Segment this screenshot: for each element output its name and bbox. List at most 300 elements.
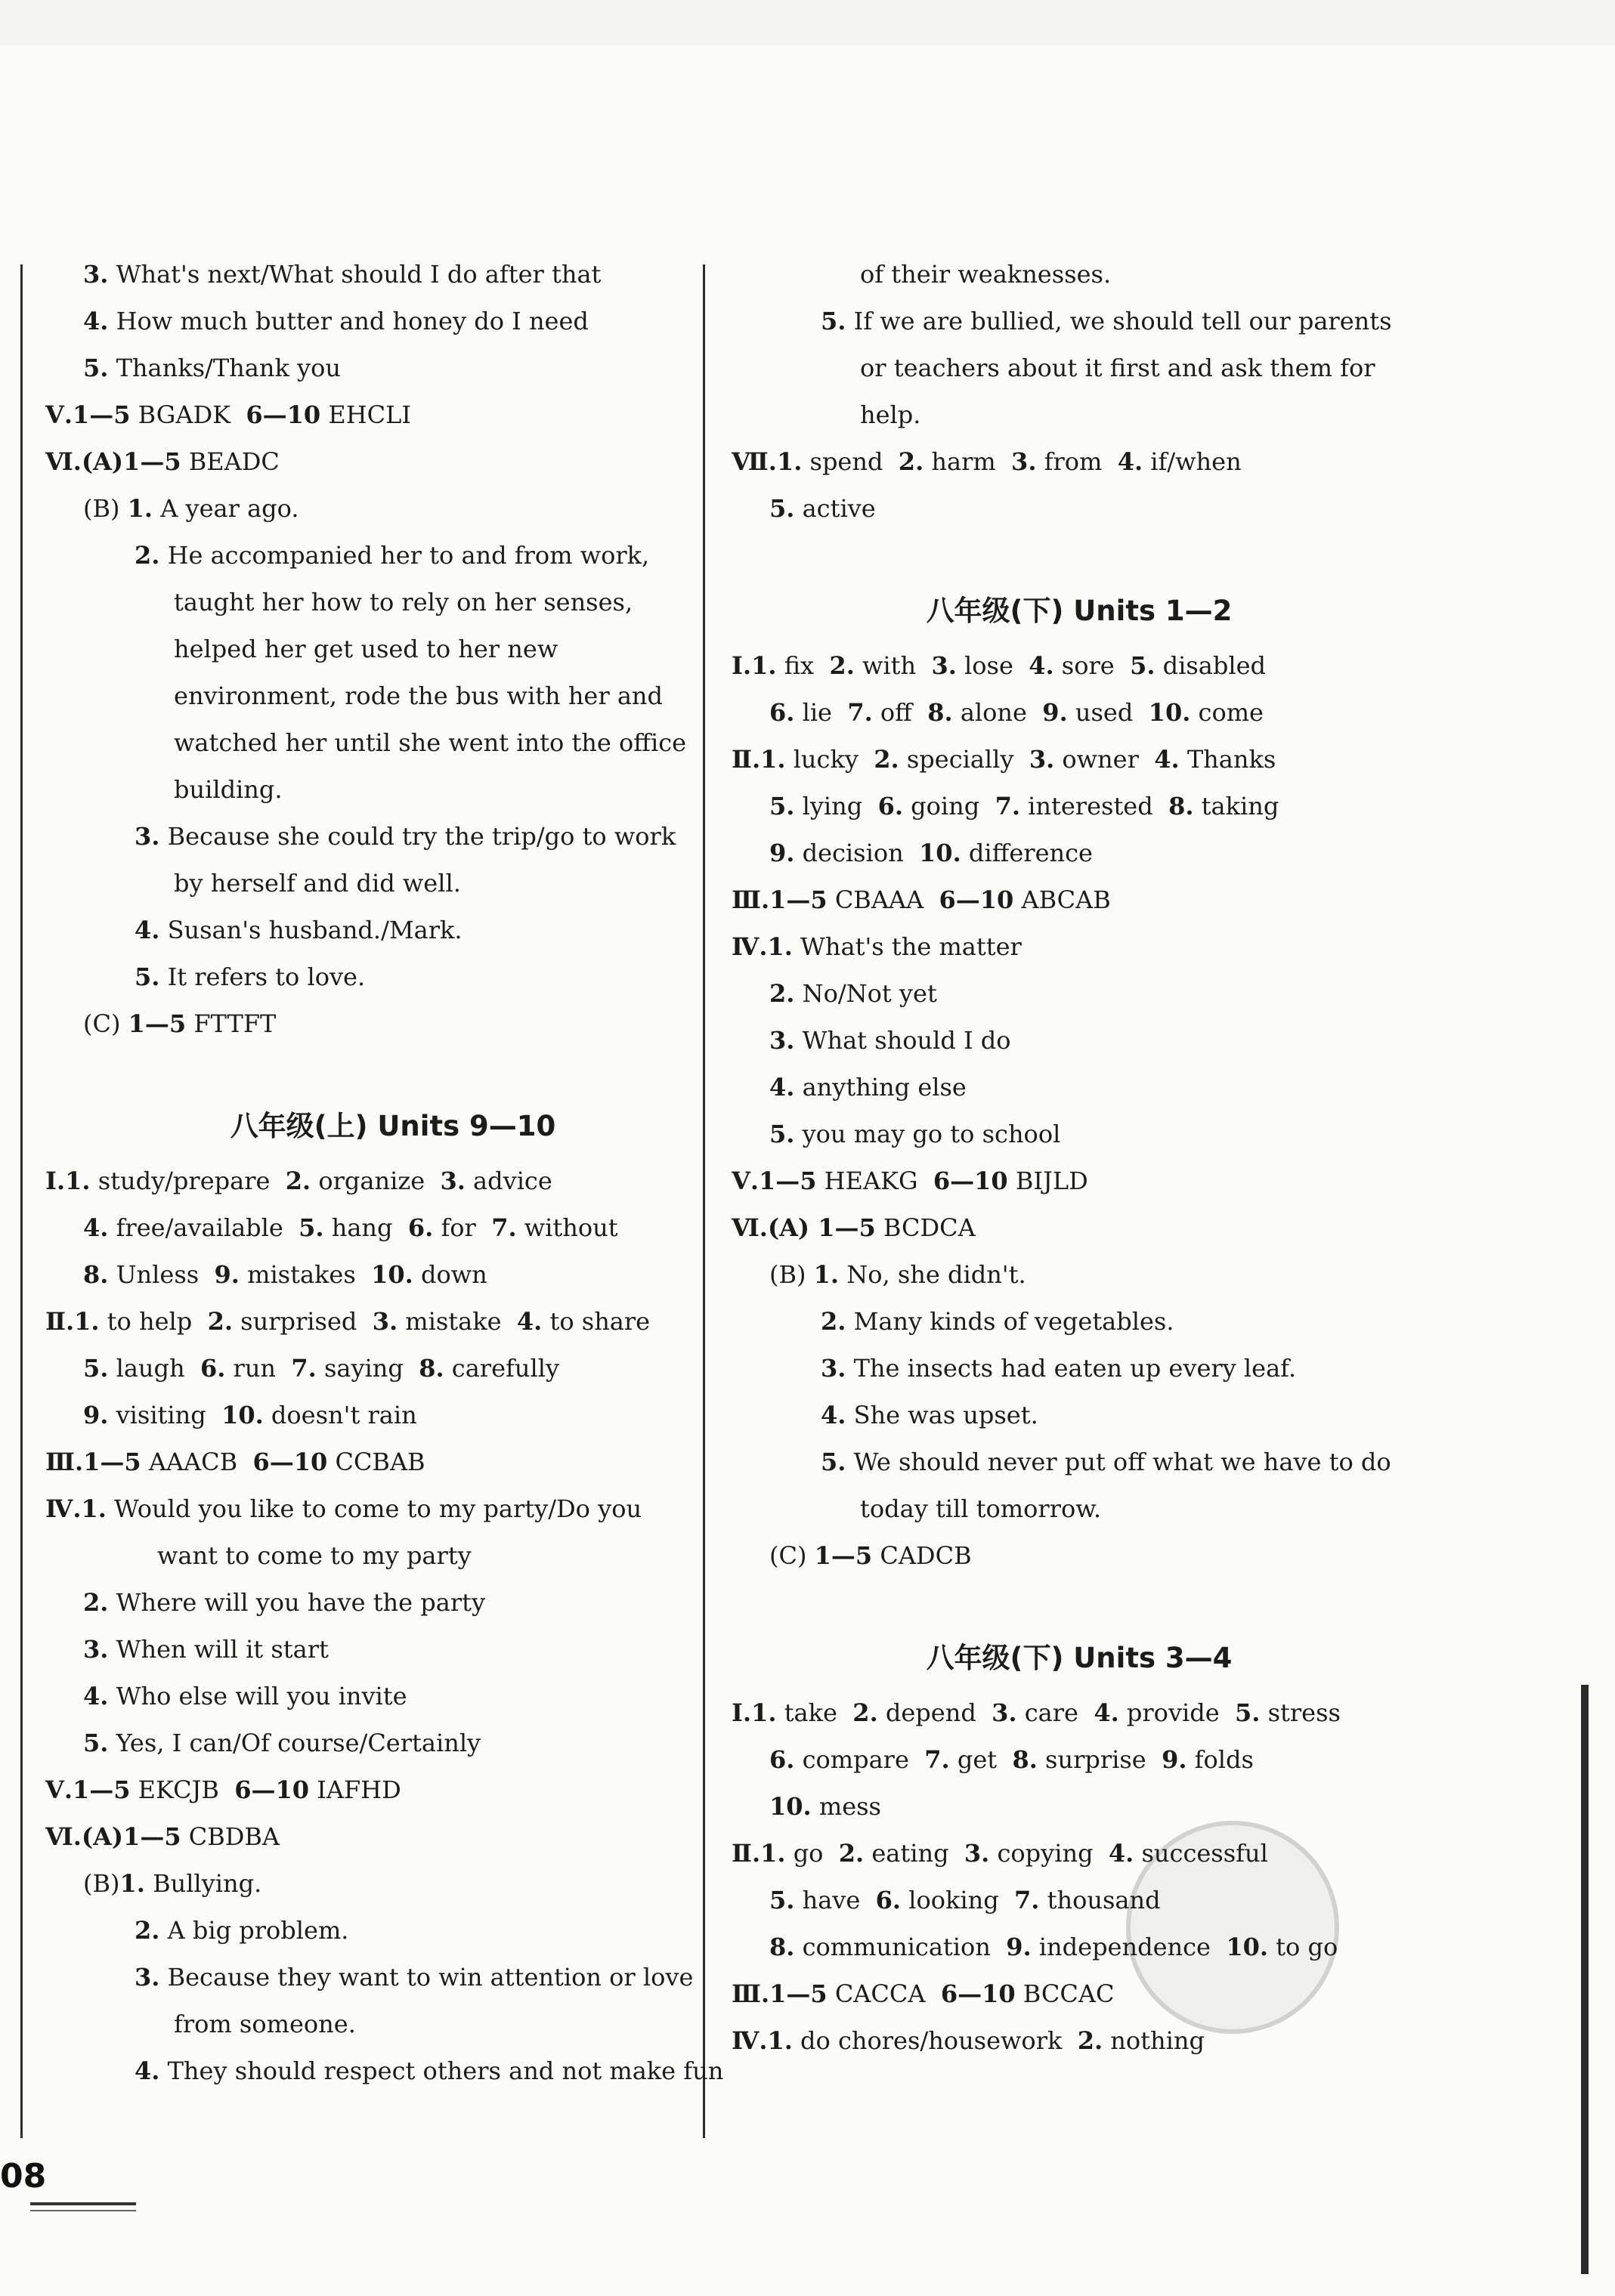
answer-text: No, she didn't. bbox=[839, 1260, 1026, 1289]
answer-text: communication bbox=[794, 1933, 1007, 1961]
answer-line bbox=[732, 1924, 1427, 1970]
answer-number: 1. bbox=[813, 1260, 840, 1289]
answer-text: Thanks/Thank you bbox=[108, 354, 341, 382]
answer-text: mistakes bbox=[239, 1260, 372, 1289]
answer-text: today till tomorrow. bbox=[860, 1494, 1102, 1523]
answer-text: folds bbox=[1186, 1745, 1254, 1774]
answer-number: 3. bbox=[83, 1635, 109, 1664]
answer-line bbox=[45, 251, 741, 298]
answer-text: if/when bbox=[1143, 447, 1242, 476]
answer-text: Thanks bbox=[1179, 745, 1276, 774]
answer-number: 3. bbox=[931, 651, 957, 680]
answer-text: owner bbox=[1054, 745, 1155, 774]
answer-text: by herself and did well. bbox=[174, 869, 461, 898]
answer-text: taking bbox=[1193, 792, 1279, 820]
answer-number: 4. bbox=[135, 916, 160, 944]
answer-number: 10. bbox=[919, 839, 961, 867]
answer-line bbox=[45, 719, 741, 766]
answer-text: Who else will you invite bbox=[108, 1682, 407, 1710]
answer-number: Ⅴ.1—5 bbox=[45, 1775, 131, 1804]
answer-line bbox=[732, 1783, 1427, 1830]
answer-text: get bbox=[949, 1745, 1013, 1774]
answer-text: without bbox=[516, 1213, 618, 1242]
answer-number: 3. bbox=[83, 260, 109, 289]
answer-line bbox=[45, 1392, 741, 1438]
answer-number: 3. bbox=[372, 1307, 398, 1336]
answer-text: No/Not yet bbox=[794, 979, 937, 1008]
answer-line bbox=[45, 1766, 741, 1813]
answer-number: 4. bbox=[83, 1213, 109, 1242]
answer-text: AAACB bbox=[141, 1448, 253, 1476]
answer-number: 6—10 bbox=[246, 400, 321, 429]
answer-number: 4. bbox=[821, 1401, 846, 1429]
answer-text: alone bbox=[952, 698, 1043, 727]
answer-number: 7. bbox=[847, 698, 873, 727]
answer-number: 3. bbox=[1029, 745, 1055, 774]
answer-number: Ⅰ.1. bbox=[732, 1698, 777, 1727]
answer-number: 3. bbox=[440, 1167, 466, 1195]
section-heading: 八年级(下) Units 1—2 bbox=[926, 595, 1233, 627]
answer-text: for bbox=[433, 1213, 492, 1242]
answer-number: 1—5 bbox=[814, 1541, 873, 1570]
answer-line bbox=[45, 1251, 741, 1298]
answer-number: 9. bbox=[83, 1401, 109, 1429]
answer-number: 6—10 bbox=[252, 1448, 328, 1476]
answer-number: Ⅴ.1—5 bbox=[732, 1167, 817, 1195]
answer-line bbox=[45, 766, 741, 813]
answer-number: Ⅲ.1—5 bbox=[45, 1448, 141, 1476]
answer-line bbox=[732, 876, 1427, 923]
answer-number: 2. bbox=[285, 1167, 311, 1195]
answer-number: 3. bbox=[964, 1839, 990, 1868]
left-margin-rule bbox=[20, 264, 23, 2138]
answer-text: anything else bbox=[794, 1073, 967, 1102]
answer-text: disabled bbox=[1155, 651, 1266, 680]
answer-number: 4. bbox=[1029, 651, 1054, 680]
answer-text: of their weaknesses. bbox=[860, 260, 1112, 289]
answer-number: 8. bbox=[927, 698, 953, 727]
answer-text: IAFHD bbox=[309, 1775, 401, 1804]
answer-number: 1. bbox=[127, 494, 153, 523]
answer-text: come bbox=[1190, 698, 1264, 727]
answer-number: 2. bbox=[135, 1916, 160, 1945]
answer-number: 9. bbox=[214, 1260, 240, 1289]
left-column bbox=[45, 251, 741, 2094]
answer-text: down bbox=[413, 1260, 487, 1289]
answer-line bbox=[732, 438, 1427, 485]
answer-text: study/prepare bbox=[90, 1167, 286, 1195]
answer-number: Ⅵ.(A) 1—5 bbox=[732, 1213, 876, 1242]
page-number-underline bbox=[30, 2202, 136, 2205]
answer-line bbox=[45, 532, 741, 579]
answer-text: CADCB bbox=[872, 1541, 972, 1570]
answer-line bbox=[732, 1251, 1427, 1298]
answer-text: nothing bbox=[1103, 2026, 1205, 2055]
right-column bbox=[732, 251, 1427, 2064]
answer-number: 5. bbox=[769, 494, 795, 523]
page-number: 08 bbox=[0, 2157, 47, 2196]
answer-text: If we are bullied, we should tell our parents bbox=[846, 307, 1392, 335]
answer-text: spend bbox=[802, 447, 899, 476]
page-top-margin bbox=[0, 0, 1615, 45]
answer-text: off bbox=[872, 698, 928, 727]
answer-line bbox=[45, 1000, 741, 1047]
answer-number: 6. bbox=[407, 1213, 434, 1242]
answer-text: He accompanied her to and from work, bbox=[159, 541, 650, 570]
answer-number: Ⅴ.1—5 bbox=[45, 400, 131, 429]
answer-number: 5. bbox=[83, 354, 109, 382]
answer-line bbox=[45, 672, 741, 719]
answer-number: 7. bbox=[491, 1213, 517, 1242]
answer-number: 6. bbox=[769, 698, 795, 727]
answer-number: 4. bbox=[1154, 745, 1180, 774]
answer-number: Ⅰ.1. bbox=[45, 1167, 91, 1195]
answer-text: What should I do bbox=[794, 1026, 1011, 1055]
answer-line bbox=[732, 298, 1427, 345]
answer-line bbox=[45, 438, 741, 485]
answer-text: We should never put off what we have to do bbox=[846, 1448, 1391, 1476]
answer-number: 2. bbox=[852, 1698, 878, 1727]
answer-line bbox=[45, 1907, 741, 1954]
answer-number: Ⅵ.(A)1—5 bbox=[45, 1822, 181, 1851]
answer-number: 2. bbox=[838, 1839, 865, 1868]
answer-text: care bbox=[1016, 1698, 1094, 1727]
answer-line bbox=[45, 1860, 741, 1907]
answer-line bbox=[732, 830, 1427, 876]
answer-line bbox=[45, 2001, 741, 2047]
answer-text: laugh bbox=[108, 1354, 200, 1383]
answer-text: visiting bbox=[108, 1401, 222, 1429]
answer-text: surprise bbox=[1037, 1745, 1162, 1774]
answer-text: (B) bbox=[769, 1260, 814, 1289]
answer-text: thousand bbox=[1039, 1886, 1161, 1914]
answer-text: What's the matter bbox=[792, 932, 1022, 961]
answer-number: Ⅳ.1. bbox=[45, 1494, 107, 1523]
answer-line bbox=[732, 1064, 1427, 1111]
answer-number: 5. bbox=[83, 1354, 109, 1383]
answer-number: 2. bbox=[1077, 2026, 1103, 2055]
answer-text: When will it start bbox=[108, 1635, 329, 1664]
answer-number: 3. bbox=[769, 1026, 795, 1055]
answer-line bbox=[45, 860, 741, 907]
answer-text: you may go to school bbox=[794, 1120, 1061, 1148]
answer-number: 4. bbox=[135, 2057, 160, 2085]
answer-number: 7. bbox=[995, 792, 1020, 820]
answer-text: provide bbox=[1118, 1698, 1236, 1727]
answer-text: to share bbox=[542, 1307, 651, 1336]
answer-text: lie bbox=[794, 698, 848, 727]
answer-line bbox=[45, 2047, 741, 2094]
answer-number: 9. bbox=[1162, 1745, 1187, 1774]
answer-text: mistake bbox=[398, 1307, 517, 1336]
answer-text: (B) bbox=[83, 494, 128, 523]
answer-line bbox=[732, 1689, 1427, 1736]
answer-text: independence bbox=[1031, 1933, 1227, 1961]
answer-text: to go bbox=[1268, 1933, 1338, 1961]
answer-line bbox=[732, 1830, 1427, 1877]
answer-number: 8. bbox=[419, 1354, 444, 1383]
answer-number: 5. bbox=[769, 792, 795, 820]
answer-number: 4. bbox=[769, 1073, 795, 1102]
answer-number: 9. bbox=[1006, 1933, 1032, 1961]
answer-line bbox=[732, 1111, 1427, 1157]
answer-text: BCDCA bbox=[875, 1213, 976, 1242]
answer-text: Many kinds of vegetables. bbox=[846, 1307, 1174, 1336]
answer-text: successful bbox=[1134, 1839, 1268, 1868]
answer-number: 6. bbox=[769, 1745, 795, 1774]
answer-text: organize bbox=[311, 1167, 441, 1195]
answer-text: to help bbox=[99, 1307, 208, 1336]
answer-line bbox=[45, 1204, 741, 1251]
answer-line bbox=[45, 345, 741, 391]
answer-line bbox=[732, 1204, 1427, 1251]
answer-number: 1. bbox=[119, 1869, 145, 1898]
answer-number: Ⅱ.1. bbox=[45, 1307, 100, 1336]
answer-text: sore bbox=[1053, 651, 1131, 680]
answer-number: 4. bbox=[1108, 1839, 1134, 1868]
answer-line bbox=[732, 251, 1427, 298]
answer-number: 10. bbox=[1226, 1933, 1268, 1961]
answer-line bbox=[45, 1485, 741, 1532]
answer-number: 10. bbox=[221, 1401, 264, 1429]
answer-number: 3. bbox=[1011, 447, 1037, 476]
answer-text: doesn't rain bbox=[263, 1401, 417, 1429]
answer-text: CACCA bbox=[827, 1979, 941, 2008]
answer-text: surprised bbox=[233, 1307, 373, 1336]
answer-text: compare bbox=[794, 1745, 925, 1774]
answer-text: go bbox=[785, 1839, 839, 1868]
answer-number: 10. bbox=[371, 1260, 413, 1289]
answer-text: The insects had eaten up every leaf. bbox=[846, 1354, 1297, 1383]
answer-line bbox=[732, 736, 1427, 783]
answer-number: 7. bbox=[1014, 1886, 1040, 1914]
answer-number: 3. bbox=[992, 1698, 1017, 1727]
answer-line bbox=[45, 813, 741, 860]
answer-text: help. bbox=[860, 400, 921, 429]
answer-line bbox=[732, 391, 1427, 438]
answer-text: looking bbox=[901, 1886, 1015, 1914]
answer-number: 5. bbox=[821, 1448, 846, 1476]
answer-text: taught her how to rely on her senses, bbox=[174, 588, 633, 616]
answer-text: fix bbox=[776, 651, 830, 680]
answer-text: (C) bbox=[769, 1541, 815, 1570]
answer-number: 3. bbox=[135, 1963, 160, 1992]
answer-line bbox=[45, 1345, 741, 1392]
answer-number: 5. bbox=[299, 1213, 324, 1242]
answer-number: 6—10 bbox=[933, 1167, 1008, 1195]
answer-line bbox=[732, 923, 1427, 970]
answer-line bbox=[732, 2017, 1427, 2064]
answer-text: want to come to my party bbox=[157, 1541, 472, 1570]
answer-number: 2. bbox=[829, 651, 855, 680]
answer-number: Ⅱ.1. bbox=[732, 1839, 786, 1868]
answer-line bbox=[732, 1877, 1427, 1924]
answer-text: It refers to love. bbox=[159, 963, 366, 991]
answer-line bbox=[45, 1954, 741, 2001]
answer-number: 4. bbox=[1117, 447, 1143, 476]
answer-text: advice bbox=[465, 1167, 552, 1195]
answer-number: Ⅳ.1. bbox=[732, 2026, 793, 2055]
answer-text: Would you like to come to my party/Do you bbox=[106, 1494, 642, 1523]
answer-number: 2. bbox=[769, 979, 795, 1008]
answer-number: 2. bbox=[83, 1588, 109, 1617]
answer-text: take bbox=[776, 1698, 853, 1727]
answer-line bbox=[45, 1720, 741, 1766]
answer-number: 8. bbox=[1012, 1745, 1038, 1774]
answer-line bbox=[732, 642, 1427, 689]
answer-line bbox=[732, 345, 1427, 391]
answer-text: BGADK bbox=[130, 400, 246, 429]
answer-number: 2. bbox=[207, 1307, 233, 1336]
answer-number: Ⅶ.1. bbox=[732, 447, 803, 476]
answer-text: stress bbox=[1260, 1698, 1341, 1727]
answer-line bbox=[45, 485, 741, 532]
answer-text: mess bbox=[811, 1792, 881, 1821]
answer-text: free/available bbox=[108, 1213, 299, 1242]
answer-text: lucky bbox=[785, 745, 874, 774]
answer-number: 3. bbox=[821, 1354, 846, 1383]
answer-number: 6—10 bbox=[939, 885, 1014, 914]
answer-text: They should respect others and not make fun bbox=[159, 2057, 724, 2085]
section-gap bbox=[732, 1579, 1427, 1635]
answer-number: 6. bbox=[200, 1354, 226, 1383]
answer-text: run bbox=[225, 1354, 292, 1383]
answer-text: lose bbox=[956, 651, 1029, 680]
answer-number: Ⅲ.1—5 bbox=[732, 1979, 828, 2008]
page-number-underline-thin bbox=[30, 2210, 136, 2211]
answer-text: carefully bbox=[444, 1354, 560, 1383]
answer-text: Because they want to win attention or love bbox=[159, 1963, 694, 1992]
answer-line bbox=[732, 1157, 1427, 1204]
answer-number: 7. bbox=[291, 1354, 317, 1383]
answer-line bbox=[732, 1392, 1427, 1438]
section-heading: 八年级(上) Units 9—10 bbox=[230, 1110, 556, 1142]
answer-number: 5. bbox=[135, 963, 160, 991]
answer-number: 5. bbox=[769, 1120, 795, 1148]
answer-text: with bbox=[854, 651, 932, 680]
answer-number: 4. bbox=[83, 1682, 109, 1710]
answer-text: decision bbox=[794, 839, 920, 867]
answer-number: 4. bbox=[83, 307, 109, 335]
answer-line bbox=[732, 485, 1427, 532]
answer-text: (B) bbox=[83, 1869, 120, 1898]
answer-text: building. bbox=[174, 775, 283, 804]
answer-text: EKCJB bbox=[130, 1775, 235, 1804]
answer-text: have bbox=[794, 1886, 876, 1914]
right-edge-rule bbox=[1581, 1685, 1589, 2274]
answer-text: (C) bbox=[83, 1009, 128, 1038]
answer-number: 2. bbox=[874, 745, 899, 774]
answer-text: Where will you have the party bbox=[108, 1588, 486, 1617]
answer-number: Ⅲ.1—5 bbox=[732, 885, 828, 914]
answer-text: HEAKG bbox=[816, 1167, 933, 1195]
answer-number: Ⅵ.(A)1—5 bbox=[45, 447, 181, 476]
answer-text: BEADC bbox=[181, 447, 280, 476]
answer-number: 7. bbox=[924, 1745, 950, 1774]
answer-text: How much butter and honey do I need bbox=[108, 307, 589, 335]
answer-number: 9. bbox=[769, 839, 795, 867]
answer-text: Yes, I can/Of course/Certainly bbox=[108, 1729, 481, 1757]
answer-line bbox=[732, 1017, 1427, 1064]
answer-line bbox=[45, 579, 741, 626]
answer-text: CCBAB bbox=[327, 1448, 425, 1476]
answer-text: hang bbox=[323, 1213, 408, 1242]
answer-line bbox=[45, 391, 741, 438]
answer-line bbox=[732, 1970, 1427, 2017]
answer-text: A year ago. bbox=[153, 494, 299, 523]
answer-number: 5. bbox=[769, 1886, 795, 1914]
answer-number: 6—10 bbox=[940, 1979, 1016, 2008]
answer-number: 6. bbox=[875, 1886, 902, 1914]
answer-text: FTTFT bbox=[186, 1009, 277, 1038]
answer-line bbox=[732, 689, 1427, 736]
answer-number: 6—10 bbox=[234, 1775, 310, 1804]
answer-line bbox=[45, 1673, 741, 1720]
answer-text: What's next/What should I do after that bbox=[108, 260, 602, 289]
answer-text: helped her get used to her new bbox=[174, 635, 558, 663]
answer-text: BCCAC bbox=[1015, 1979, 1115, 2008]
answer-text: interested bbox=[1019, 792, 1169, 820]
answer-number: 2. bbox=[898, 447, 924, 476]
answer-text: ABCAB bbox=[1013, 885, 1111, 914]
answer-number: Ⅱ.1. bbox=[732, 745, 786, 774]
answer-text: Bullying. bbox=[144, 1869, 262, 1898]
answer-text: CBAAA bbox=[827, 885, 939, 914]
answer-text: Unless bbox=[108, 1260, 215, 1289]
answer-text: copying bbox=[989, 1839, 1109, 1868]
section-gap bbox=[732, 532, 1427, 588]
answer-text: She was upset. bbox=[846, 1401, 1038, 1429]
answer-line bbox=[45, 298, 741, 345]
answer-number: 1—5 bbox=[128, 1009, 187, 1038]
answer-number: 8. bbox=[1168, 792, 1194, 820]
answer-line bbox=[732, 1438, 1427, 1485]
answer-line bbox=[732, 1736, 1427, 1783]
answer-line bbox=[45, 907, 741, 953]
answer-text: A big problem. bbox=[159, 1916, 349, 1945]
answer-line bbox=[45, 1438, 741, 1485]
answer-text: eating bbox=[864, 1839, 964, 1868]
answer-text: or teachers about it first and ask them for bbox=[860, 354, 1375, 382]
answer-number: 5. bbox=[83, 1729, 109, 1757]
answer-number: 4. bbox=[516, 1307, 543, 1336]
answer-number: 4. bbox=[1094, 1698, 1119, 1727]
answer-number: 8. bbox=[83, 1260, 109, 1289]
section-heading: 八年级(下) Units 3—4 bbox=[926, 1642, 1233, 1674]
answer-text: watched her until she went into the office bbox=[174, 728, 687, 757]
answer-number: 5. bbox=[1130, 651, 1156, 680]
answer-line bbox=[732, 1298, 1427, 1345]
answer-text: Because she could try the trip/go to work bbox=[159, 822, 676, 851]
answer-text: specially bbox=[899, 745, 1029, 774]
answer-line bbox=[732, 970, 1427, 1017]
answer-number: 2. bbox=[135, 541, 160, 570]
answer-text: saying bbox=[316, 1354, 419, 1383]
answer-line bbox=[732, 783, 1427, 830]
answer-line bbox=[45, 953, 741, 1000]
answer-number: 5. bbox=[1235, 1698, 1261, 1727]
answer-text: harm bbox=[924, 447, 1012, 476]
answer-text: CBDBA bbox=[181, 1822, 280, 1851]
answer-text: from someone. bbox=[174, 2010, 356, 2038]
answer-number: 10. bbox=[769, 1792, 812, 1821]
answer-number: 3. bbox=[135, 822, 160, 851]
answer-number: 10. bbox=[1148, 698, 1191, 727]
answer-text: EHCLI bbox=[320, 400, 411, 429]
answer-text: do chores/housework bbox=[792, 2026, 1078, 2055]
answer-number: 8. bbox=[769, 1933, 795, 1961]
answer-number: Ⅰ.1. bbox=[732, 651, 777, 680]
